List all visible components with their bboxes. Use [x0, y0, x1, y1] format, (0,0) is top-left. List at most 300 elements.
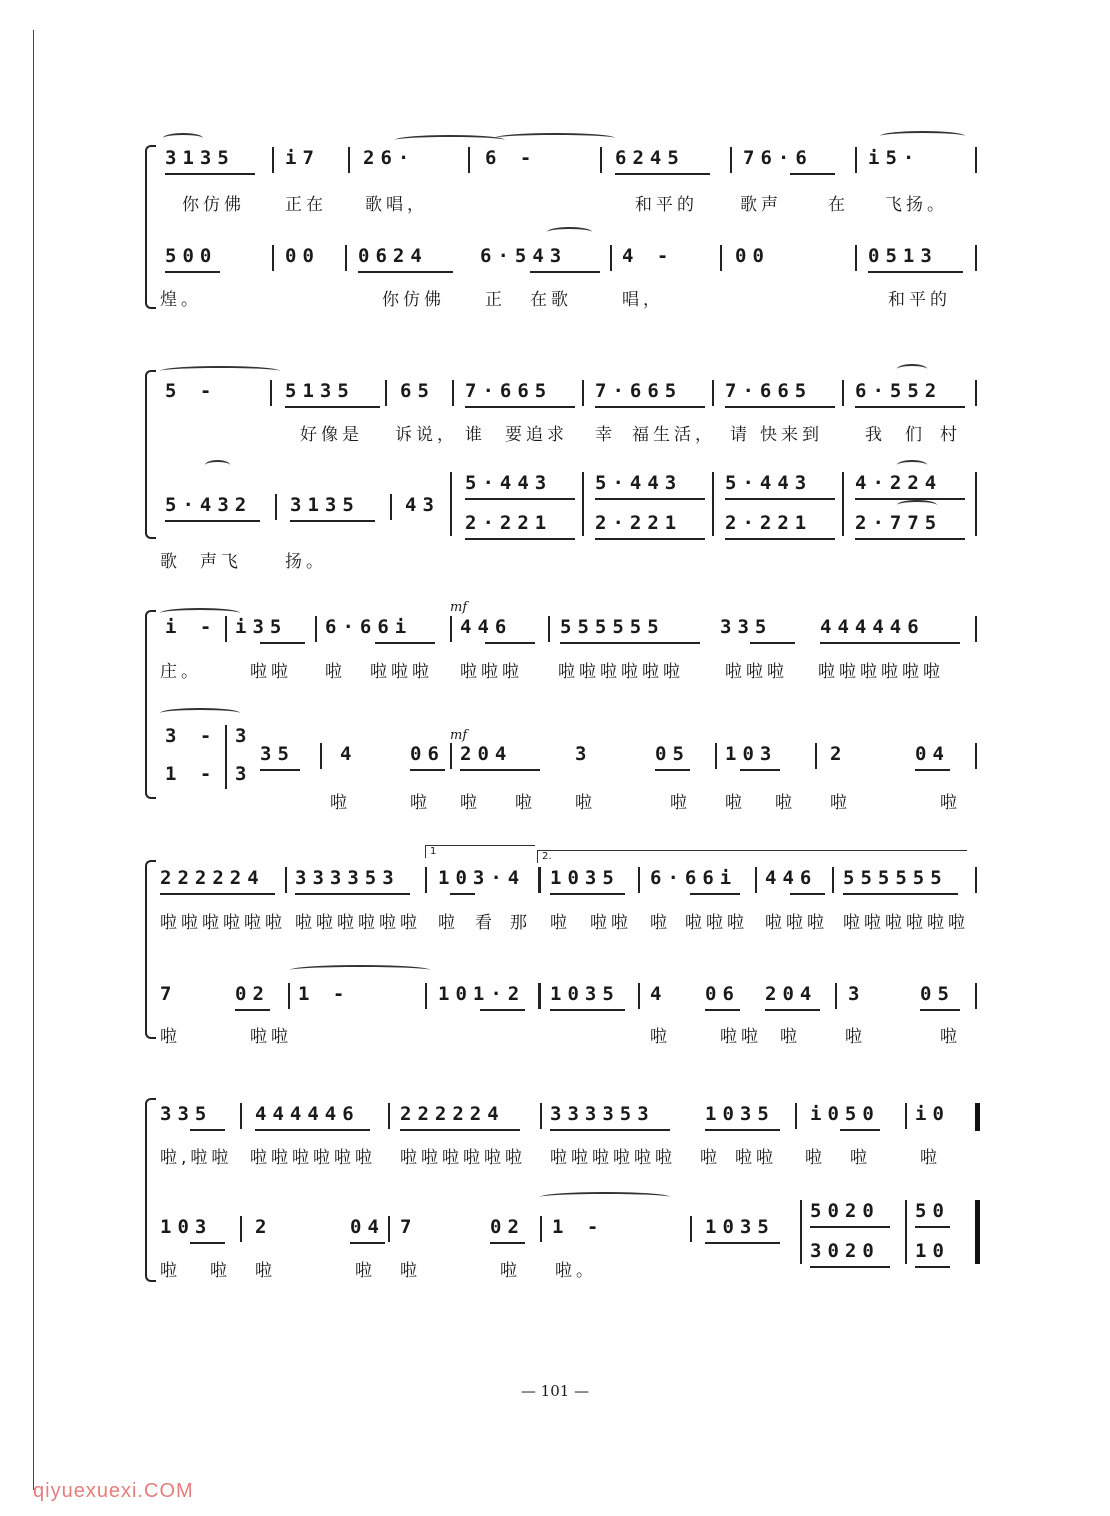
measure: 4 — [340, 743, 358, 765]
bar-line — [450, 743, 452, 769]
bar-line — [582, 380, 584, 406]
lyric: 啦啦 — [590, 913, 632, 933]
bar-line — [452, 380, 454, 406]
lyric: 正 — [485, 290, 506, 310]
beam — [690, 893, 740, 895]
lyric: 啦啦啦 — [370, 662, 433, 682]
lyric: 啦 — [575, 793, 596, 813]
top-staff — [160, 147, 980, 177]
measure: 05 — [655, 743, 690, 765]
measure: 02 — [490, 1216, 525, 1238]
bar-line — [388, 1103, 390, 1129]
bar-line — [730, 147, 732, 173]
page-number: — 101 — — [520, 1382, 590, 1400]
measure: 103 — [160, 1216, 213, 1238]
bar-line — [975, 380, 977, 406]
system-brace — [145, 610, 156, 799]
lyric: 啦 — [650, 1027, 671, 1047]
final-bar-line — [975, 1103, 980, 1131]
beam — [740, 769, 780, 771]
system-brace — [145, 145, 156, 309]
slur — [897, 364, 927, 374]
measure: 0513 — [868, 245, 938, 267]
measure: 335 — [720, 616, 773, 638]
bottom-staff — [160, 472, 980, 534]
measure: 2·221 — [725, 512, 813, 534]
slur — [547, 227, 592, 237]
bar-line — [272, 245, 274, 271]
lyric: 和平的 — [635, 195, 698, 215]
measure: 4 — [650, 983, 668, 1005]
bar-line — [285, 867, 287, 893]
measure: 6·66i — [650, 867, 738, 889]
measure: 7·665 — [595, 380, 683, 402]
beam — [615, 173, 710, 175]
beam — [490, 1242, 525, 1244]
bar-line — [755, 867, 757, 893]
lyric: 啦 — [400, 1261, 421, 1281]
measure: 555555 — [843, 867, 948, 889]
lyric: 啦 — [550, 913, 571, 933]
lyric: 啦啦 — [250, 662, 292, 682]
left-margin-line — [33, 30, 34, 1490]
lyric: 啦 — [255, 1261, 276, 1281]
measure: 204 — [460, 743, 513, 765]
lyric: 看 — [475, 913, 496, 933]
lyric: 啦啦啦啦啦啦 — [400, 1148, 526, 1168]
measure: 2 — [255, 1216, 273, 1238]
bar-line — [842, 380, 844, 406]
beam — [350, 1242, 385, 1244]
bar-line — [468, 147, 470, 173]
beam — [358, 271, 453, 273]
lyric: 啦啦啦啦啦啦 — [843, 913, 969, 933]
measure: 3 — [575, 743, 593, 765]
bar-line — [582, 472, 584, 536]
lyric: 要追求 — [505, 425, 568, 445]
beam — [595, 538, 705, 540]
beam — [840, 1129, 880, 1131]
lyric: 和平的 — [888, 290, 951, 310]
bar-line — [975, 245, 977, 271]
measure: 3 - — [165, 725, 218, 747]
lyric: 谁 — [465, 425, 486, 445]
bar-line — [712, 472, 714, 536]
measure: 5·443 — [595, 472, 683, 494]
bar-line — [450, 616, 452, 642]
bar-line — [272, 147, 274, 173]
beam — [465, 538, 575, 540]
bar-line — [832, 867, 834, 893]
lyric: 你仿佛 — [382, 290, 445, 310]
beam — [235, 1009, 270, 1011]
slur — [160, 366, 280, 376]
bar-line — [795, 1103, 797, 1129]
measure: 06 — [410, 743, 445, 765]
lyric: 啦 — [920, 1148, 941, 1168]
lyric: 幸 — [595, 425, 616, 445]
number-line — [160, 380, 980, 408]
beam — [480, 1009, 525, 1011]
slur — [290, 965, 430, 975]
beam — [920, 1009, 960, 1011]
top-lyrics — [160, 1143, 1000, 1171]
measure: 103 — [725, 743, 778, 765]
bar-line — [905, 1200, 907, 1264]
measure: 1035 — [550, 983, 620, 1005]
bar-line — [275, 494, 277, 520]
lyric: 请 — [730, 425, 751, 445]
lyric: 啦 — [410, 793, 431, 813]
measure: 335 — [160, 1103, 213, 1125]
bottom-staff — [160, 983, 980, 1013]
beam — [855, 498, 965, 500]
measure: 7·665 — [465, 380, 553, 402]
lyric: 啦 — [850, 1148, 871, 1168]
beam — [255, 1129, 370, 1131]
slur — [395, 135, 505, 145]
measure: 222224 — [160, 867, 265, 889]
lyric: 正在 — [285, 195, 327, 215]
lyric: 啦啦 — [720, 1027, 762, 1047]
beam — [165, 271, 220, 273]
lyric: 歌唱， — [365, 195, 428, 215]
lyric: 啦 — [775, 793, 796, 813]
lyric: 唱， — [622, 290, 664, 310]
volta-1: 1 — [425, 845, 535, 858]
lyric: 在 — [828, 195, 849, 215]
measure: 446 — [765, 867, 818, 889]
bar-line — [348, 147, 350, 173]
beam — [705, 1129, 780, 1131]
beam — [375, 642, 435, 644]
measure: 00 — [735, 245, 770, 267]
bar-line — [975, 147, 977, 173]
measure: 101·2 — [438, 983, 526, 1005]
top-lyrics — [160, 190, 1000, 218]
lyric: 啦 — [830, 793, 851, 813]
top-staff — [160, 867, 980, 897]
lyric: 啦 — [780, 1027, 801, 1047]
bottom-lyrics — [160, 1256, 1000, 1284]
top-lyrics — [160, 908, 1000, 936]
beam — [855, 406, 965, 408]
measure: 1035 — [705, 1216, 775, 1238]
measure: 6245 — [615, 147, 685, 169]
bar-line — [450, 472, 452, 536]
lyric: 啦 — [940, 793, 961, 813]
beam — [465, 498, 575, 500]
lyric: 声飞 — [200, 552, 242, 572]
bar-line — [975, 616, 977, 642]
number-line-lower — [160, 512, 980, 540]
lyric: 啦啦啦 — [725, 662, 788, 682]
lyric: 歌声 — [740, 195, 782, 215]
bar-line — [715, 743, 717, 769]
slur — [205, 460, 230, 470]
measure: 5020 — [810, 1200, 880, 1222]
number-line — [160, 616, 980, 644]
beam — [725, 538, 835, 540]
lyric: 啦 — [160, 1027, 181, 1047]
beam — [810, 1226, 890, 1228]
measure: 3135 — [165, 147, 235, 169]
measure: 6·552 — [855, 380, 943, 402]
bar-line — [835, 983, 837, 1009]
measure: 1 - — [165, 763, 218, 785]
bar-line — [975, 472, 977, 536]
beam — [465, 406, 575, 408]
bar-line — [320, 743, 322, 769]
bar-line — [720, 245, 722, 271]
bar-line — [815, 743, 817, 769]
beam — [915, 1226, 950, 1228]
measure: 4 - — [622, 245, 675, 267]
lyric: 啦 — [210, 1261, 231, 1281]
lyric: 啦 — [725, 793, 746, 813]
measure: 2·775 — [855, 512, 943, 534]
bar-line — [225, 616, 227, 642]
lyric: 啦 — [460, 793, 481, 813]
measure: 3135 — [290, 494, 360, 516]
lyric: 在歌 — [530, 290, 572, 310]
measure: 333353 — [295, 867, 400, 889]
measure: 04 — [915, 743, 950, 765]
measure: i050 — [810, 1103, 880, 1125]
measure: 35 — [260, 743, 295, 765]
bar-line — [540, 1103, 542, 1129]
lyric: 啦 — [845, 1027, 866, 1047]
beam — [260, 769, 300, 771]
bottom-staff — [160, 725, 980, 785]
lyric: 我 — [865, 425, 886, 445]
measure: 3 — [235, 725, 253, 747]
beam — [165, 173, 255, 175]
lyric: 诉说， — [395, 425, 458, 445]
beam — [550, 1009, 625, 1011]
top-lyrics — [160, 657, 1000, 685]
bar-line — [712, 380, 714, 406]
beam — [595, 406, 705, 408]
measure: 333353 — [550, 1103, 655, 1125]
measure: i - — [165, 616, 218, 638]
measure: 555555 — [560, 616, 665, 638]
slur — [160, 708, 240, 718]
lyric: 啦啦 — [735, 1148, 777, 1168]
beam — [460, 769, 540, 771]
measure: 00 — [285, 245, 320, 267]
measure: 2·221 — [595, 512, 683, 534]
measure: 103·4 — [438, 867, 526, 889]
lyric: 飞扬。 — [885, 195, 948, 215]
measure: 222224 — [400, 1103, 505, 1125]
lyric: 扬。 — [285, 552, 327, 572]
lyric: 村 — [940, 425, 961, 445]
number-line — [160, 1103, 980, 1131]
bar-line — [388, 1216, 390, 1242]
number-line — [160, 1200, 980, 1238]
bar-line — [540, 1216, 542, 1242]
system-brace — [145, 860, 156, 1039]
measure: 10 — [915, 1240, 950, 1262]
lyric: 福生活， — [632, 425, 716, 445]
bar-line — [315, 616, 317, 642]
beam — [560, 642, 700, 644]
measure: 06 — [705, 983, 740, 1005]
score-system-2 — [145, 360, 985, 570]
bottom-lyrics — [160, 1022, 1000, 1050]
final-bar-line — [975, 1200, 980, 1264]
measure: 5135 — [285, 380, 355, 402]
bar-line — [975, 867, 977, 893]
site-watermark: qiyuexuexi.COM — [33, 1480, 194, 1502]
bar-line — [905, 1103, 907, 1129]
lyric: 啦啦啦啦啦啦 — [818, 662, 944, 682]
measure: 02 — [235, 983, 270, 1005]
lyric: 啦 — [330, 793, 351, 813]
measure: 3020 — [810, 1240, 880, 1262]
lyric: 啦啦啦啦啦啦 — [250, 1148, 376, 1168]
bar-line — [855, 147, 857, 173]
lyric: 啦啦啦啦啦啦 — [550, 1148, 676, 1168]
repeat-bar — [538, 983, 541, 1009]
lyric: 啦 — [805, 1148, 826, 1168]
score-system-3 — [145, 600, 985, 815]
top-staff — [160, 380, 980, 410]
bar-line — [385, 380, 387, 406]
bar-line — [638, 867, 640, 893]
lyric: 们 — [905, 425, 926, 445]
measure: 7·665 — [725, 380, 813, 402]
beam — [260, 642, 305, 644]
measure: 4·224 — [855, 472, 943, 494]
measure: 204 — [765, 983, 818, 1005]
system-brace — [145, 370, 156, 539]
score-system-5 — [145, 1088, 985, 1288]
slur — [880, 131, 965, 141]
beam — [820, 642, 960, 644]
measure: 500 — [165, 245, 218, 267]
lyric: 啦 — [160, 1261, 181, 1281]
beam — [550, 893, 625, 895]
measure: 1035 — [705, 1103, 775, 1125]
measure: 1 - — [552, 1216, 605, 1238]
beam — [705, 1009, 740, 1011]
bar-line — [690, 1216, 692, 1242]
lyric: 啦。 — [555, 1261, 597, 1281]
score-system-1 — [145, 125, 985, 315]
beam — [725, 406, 835, 408]
measure: 5·432 — [165, 494, 253, 516]
measure: 446 — [460, 616, 513, 638]
measure: 05 — [920, 983, 955, 1005]
measure: 1 - — [298, 983, 351, 1005]
lyric: 啦啦 — [250, 1027, 292, 1047]
measure: 6·543 — [480, 245, 568, 267]
lyric: 啦 — [515, 793, 536, 813]
lyric: 啦 — [670, 793, 691, 813]
lyric: 你仿佛 — [182, 195, 245, 215]
lyric: 啦啦啦 — [765, 913, 828, 933]
beam — [190, 1242, 225, 1244]
bar-line — [800, 1200, 802, 1264]
top-staff — [160, 616, 980, 646]
repeat-bar — [538, 867, 541, 893]
number-line — [160, 147, 980, 175]
measure: 6·66i — [325, 616, 413, 638]
measure: 76·6 — [743, 147, 813, 169]
number-line-lower — [160, 763, 980, 791]
lyric: 啦 — [325, 662, 346, 682]
number-line — [160, 245, 980, 273]
beam — [160, 893, 275, 895]
lyric: 好像是 — [300, 425, 363, 445]
beam — [790, 173, 835, 175]
beam — [285, 406, 380, 408]
bar-line — [240, 1103, 242, 1129]
beam — [165, 520, 260, 522]
lyric: 啦 — [650, 913, 671, 933]
lyric: 啦啦啦 — [460, 662, 523, 682]
bottom-lyrics — [160, 285, 1000, 313]
bar-line — [855, 245, 857, 271]
measure: 5·443 — [725, 472, 813, 494]
beam — [485, 642, 535, 644]
lyric: 那 — [510, 913, 531, 933]
bar-line — [610, 245, 612, 271]
volta-2: 2. — [537, 850, 967, 863]
measure: 04 — [350, 1216, 385, 1238]
beam — [868, 271, 963, 273]
system-brace — [145, 1098, 156, 1282]
measure: 444446 — [255, 1103, 360, 1125]
bar-line — [425, 867, 427, 893]
beam — [855, 538, 965, 540]
bar-line — [638, 983, 640, 1009]
lyric: 啦 — [500, 1261, 521, 1281]
number-line — [160, 725, 980, 765]
beam — [550, 1129, 670, 1131]
bar-line — [425, 983, 427, 1009]
slur — [495, 133, 615, 143]
bar-line — [270, 380, 272, 406]
number-line — [160, 867, 980, 895]
measure: 26· — [363, 147, 416, 169]
bottom-staff — [160, 245, 980, 275]
lyric: 啦 — [700, 1148, 721, 1168]
measure: 2·221 — [465, 512, 553, 534]
beam — [790, 893, 825, 895]
beam — [915, 769, 950, 771]
top-staff — [160, 1103, 980, 1133]
beam — [655, 769, 690, 771]
bar-line — [345, 245, 347, 271]
bar-line — [390, 494, 392, 520]
bottom-lyrics — [160, 788, 1000, 816]
lyric: 啦,啦啦 — [160, 1148, 233, 1168]
beam — [410, 769, 445, 771]
measure: 0624 — [358, 245, 428, 267]
bar-line — [548, 616, 550, 642]
beam — [843, 893, 958, 895]
measure: i35 — [235, 616, 288, 638]
bar-line — [600, 147, 602, 173]
lyric: 快来到 — [760, 425, 823, 445]
measure: 444446 — [820, 616, 925, 638]
measure: 65 — [400, 380, 435, 402]
lyric: 煌。 — [160, 290, 202, 310]
bottom-lyrics — [160, 547, 1000, 575]
